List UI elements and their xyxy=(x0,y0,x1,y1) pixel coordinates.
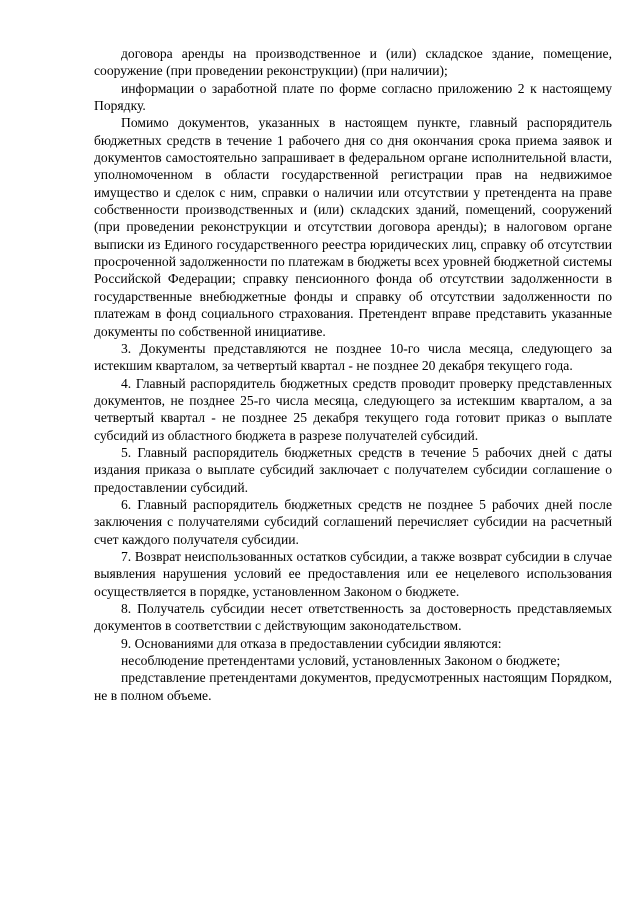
paragraph-item-8: 8. Получатель субсидии несет ответственность за достоверность представляемых документов в соответствии с действующим законодательством. xyxy=(94,601,612,634)
paragraph-item-5: 5. Главный распорядитель бюджетных средств в течение 5 рабочих дней с даты издания приказа о выплате субсидий заключает с получателем субсидии соглашение о предоставлении субсидий. xyxy=(94,444,612,495)
paragraph-item-3: 3. Документы представляются не позднее 10-го числа месяца, следующего за истекшим кварталом, за четвертый квартал - не позднее 20 декабря текущего года. xyxy=(94,340,612,374)
paragraph-item-4: 4. Главный распорядитель бюджетных средств проводит проверку представленных документов, не позднее 25-го числа месяца, следующего за истекшим кварталом, а за четвертый квартал - не позднее 25 декабря текущего года готовит приказ о выплате субсидий из областного бюджета в разрезе получателей субсидий. xyxy=(94,375,612,443)
paragraph-refusal-reason-2: представление претендентами документов, предусмотренных настоящим Порядком, не в полном объеме. xyxy=(94,670,612,703)
document-body xyxy=(94,45,612,704)
paragraph-item-6: 6. Главный распорядитель бюджетных средств не позднее 5 рабочих дней после заключения с получателями субсидий соглашений перечисляет субсидии на расчетный счет каждого получателя субсидии. xyxy=(94,496,612,547)
paragraph-additional-requests: Помимо документов, указанных в настоящем пункте, главный распорядитель бюджетных средств в течение 1 рабочего дня со дня окончания срока приема заявок и документов самостоятельно запрашивает в федеральном органе исполнительной власти, уполномоченном в области государственной регистрации прав на недвижимое имущество и сделок с ним, справки о наличии или отсутствии у претендента на праве собственности производственных и (или) складских зданий, помещений, сооружений (при проведении реконструкции и отсутствии договора аренды); в налоговом органе выписки из Единого государственного реестра юридических лиц, справку об отсутствии просроченной задолженности по платежам в бюджеты всех уровней бюджетной системы Российской Федерации; справку пенсионного фонда об отсутствии задолженности в государственные внебюджетные фонды и справку об отсутствии задолженности по платежам в фонд социального страхования. Претендент вправе представить указанные документы по собственной инициативе. xyxy=(94,115,612,339)
paragraph-refusal-reason-1: несоблюдение претендентами условий, установленных Законом о бюджете; xyxy=(121,653,561,669)
paragraph-item-9: 9. Основаниями для отказа в предоставлении субсидии являются: xyxy=(121,635,502,651)
paragraph-lease-agreement: договора аренды на производственное и (или) складское здание, помещение, сооружение (при проведении реконструкции) (при наличии); xyxy=(94,46,612,79)
paragraph-item-7: 7. Возврат неиспользованных остатков субсидии, а также возврат субсидии в случае выявления нарушения условий ее предоставления или ее нецелевого использования осуществляется в порядке, установленном Законом о бюджете. xyxy=(94,548,612,599)
paragraph-salary-info: информации о заработной плате по форме согласно приложению 2 к настоящему Порядку. xyxy=(94,80,612,114)
